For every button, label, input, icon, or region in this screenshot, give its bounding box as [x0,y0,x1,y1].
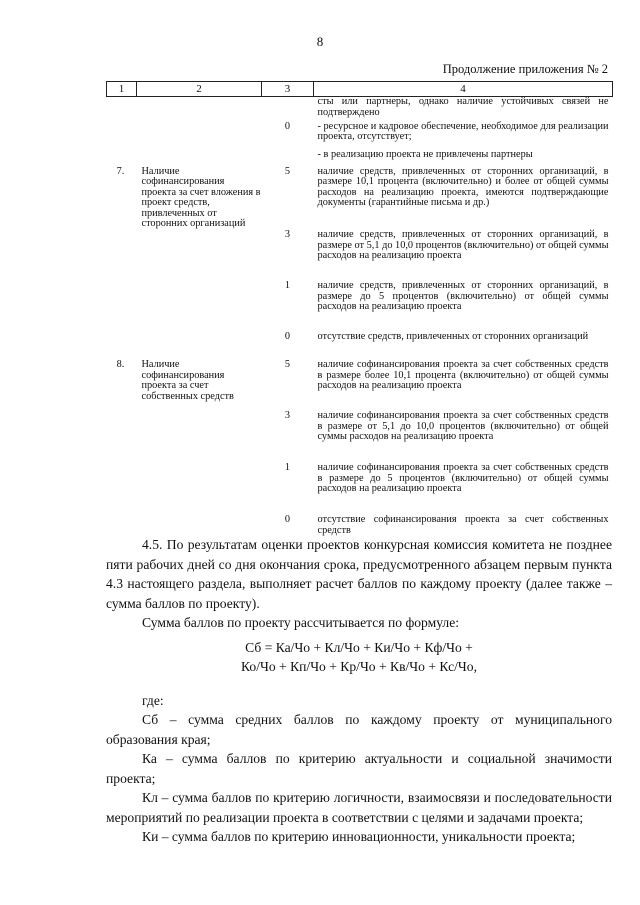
criterion-name [137,332,262,360]
table-row [107,463,613,515]
table-row [107,97,613,122]
table-row [107,150,613,167]
criterion-name [137,150,262,167]
criterion-name [137,122,262,150]
table-row [107,230,613,281]
score-description: отсутствие софинансирования проекта за счет собственных средств [317,514,609,536]
continuation-label: Продолжение приложения № 2 [442,62,608,76]
score-description: наличие софинансирования проекта за счет собственных средств в размере более 10,1 процента (включительно) от общей суммы расходов на реализацию проекта [317,359,609,392]
table-header: 2 [137,82,262,97]
score-description: - ресурсное и кадровое обеспечение, необходимое для реализации проекта, отсутствует; [317,120,609,143]
row-number: 8. [116,359,125,371]
row-number [107,97,137,122]
table-row [107,167,613,231]
score-description: наличие средств, привлеченных от сторонних организаций, в размере от 5,1 до 10,0 процентов (включительно) от общей суммы расходов на реализацию проекта [317,229,609,262]
criterion-name: Наличие софинансирования проекта за счет вложения в проект средств, привлеченных от сторонних организаций [141,165,261,230]
row-number [107,150,137,167]
score-description: отсутствие средств, привлеченных от сторонних организаций [317,331,589,343]
score: 5 [284,359,291,371]
table-row [107,122,613,150]
table-header-row [107,82,613,97]
table-row [107,360,613,411]
table-row [107,332,613,360]
table-header: 3 [262,82,314,97]
body-text [106,535,612,847]
criteria-table [106,81,613,543]
row-number: 7. [116,165,125,177]
definition-ka: Ка – сумма баллов по критерию актуальности и социальной значимости проекта; [106,751,612,786]
criterion-name [137,97,262,122]
row-number [107,411,137,463]
table-header: 1 [107,82,137,97]
page-number: 8 [316,34,324,49]
criterion-name [137,281,262,332]
score-description: наличие софинансирования проекта за счет собственных средств в размере до 5 процентов (включительно) от общей суммы расходов на реализацию проекта [317,462,609,495]
formula-line-2: Ко/Чо + Кп/Чо + Кр/Чо + Кв/Чо + Кс/Чо, [241,659,477,674]
score-description: - в реализацию проекта не привлечены партнеры [317,148,533,160]
score [262,97,314,122]
criterion-name [137,411,262,463]
table-row [107,411,613,463]
score: 3 [284,410,291,422]
score: 3 [284,229,291,241]
row-number [107,463,137,515]
score [262,150,314,167]
score: 0 [284,120,291,132]
definition-kl: Кл – сумма баллов по критерию логичности, взаимосвязи и последовательности мероприятий по реализации проекта в соответствии с целями и задачами проекта; [106,790,612,825]
table-header: 4 [314,82,613,97]
score: 0 [284,331,291,343]
row-number [107,230,137,281]
where-label: где: [142,692,164,708]
paragraph-4-5: 4.5. По результатам оценки проектов конкурсная комиссия комитета не позднее пяти рабочих дней со дня окончания срока, предусмотренного абзацем первым пункта 4.3 настоящего раздела, выполняет расчет баллов по каждому проекту (далее также – сумма баллов по проекту). [106,537,612,611]
table-row [107,281,613,332]
formula-line-1: Сб = Ка/Чо + Кл/Чо + Ки/Чо + Кф/Чо + [245,639,473,655]
score: 0 [284,514,291,526]
row-number [107,332,137,360]
score: 5 [284,165,291,177]
definition-sb: Сб – сумма средних баллов по каждому проекту от муниципального образования края; [106,712,612,747]
criterion-name [137,463,262,515]
score-description: сты или партнеры, однако наличие устойчивых связей не подтверждено [317,96,609,118]
row-number [107,122,137,150]
score-description: наличие средств, привлеченных от сторонних организаций, в размере 10,1 процента (включительно) и более от общей суммы расходов на реализацию проекта, имеются подтверждающие документы (гарантийные письма и др.) [317,165,609,209]
criterion-name [137,230,262,281]
definition-ki: Ки – сумма баллов по критерию инновационности, уникальности проекта; [142,829,576,844]
score: 1 [284,462,291,474]
score: 1 [284,280,291,292]
row-number [107,281,137,332]
score-description: наличие софинансирования проекта за счет собственных средств в размере от 5,1 до 10,0 процентов (включительно) от общей суммы расходов на реализацию проекта [317,410,609,443]
formula-intro: Сумма баллов по проекту рассчитывается по формуле: [142,615,460,630]
score-description: наличие средств, привлеченных от сторонних организаций, в размере до 5 процентов (включительно) от общей суммы расходов на реализацию проекта [317,280,609,313]
criterion-name: Наличие софинансирования проекта за счет собственных средств [141,359,234,402]
